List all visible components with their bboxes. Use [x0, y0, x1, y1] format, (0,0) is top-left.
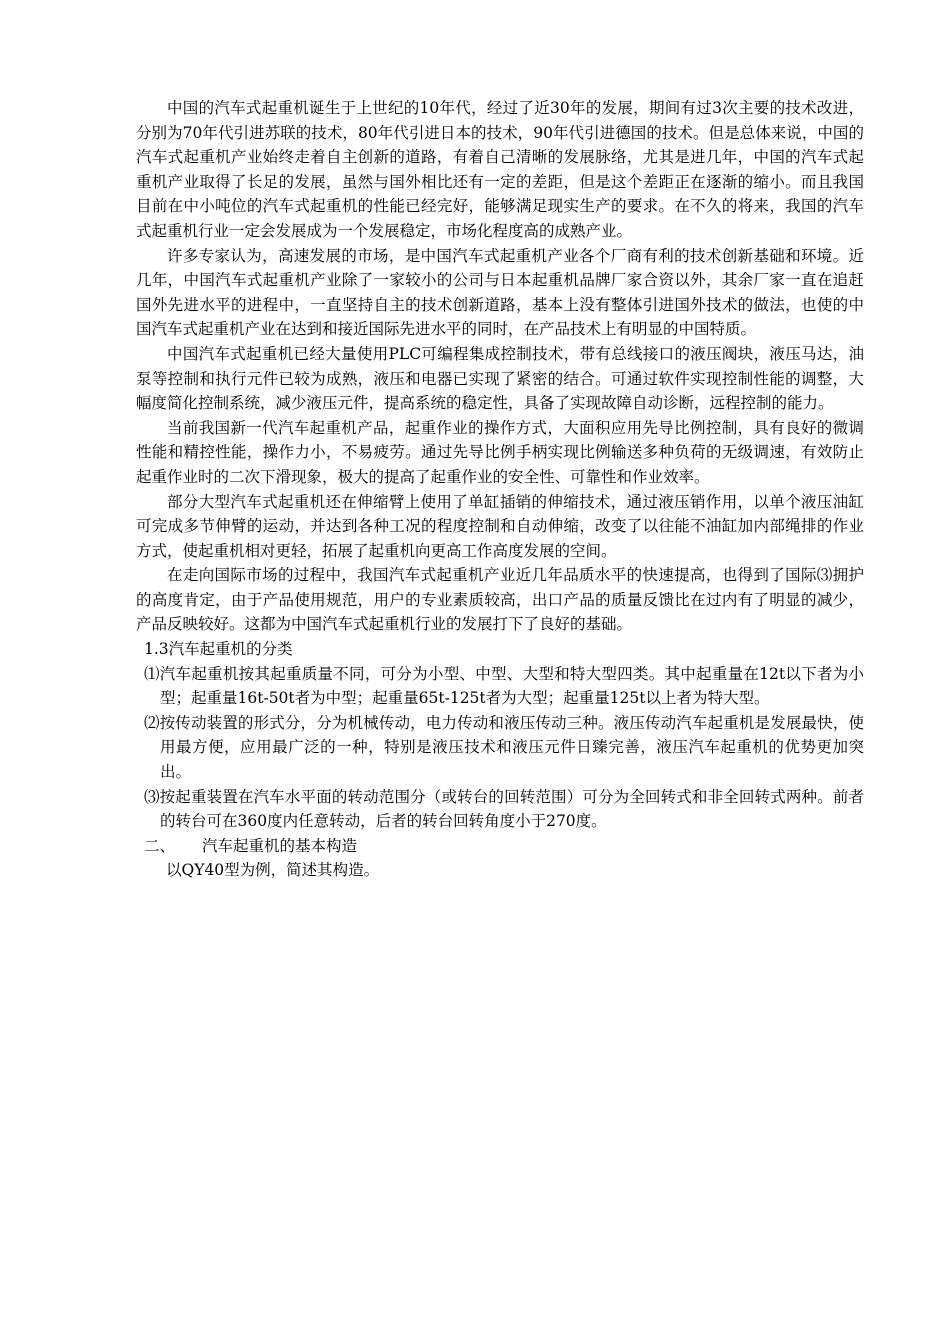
paragraph-international-market: 在走向国际市场的过程中，我国汽车式起重机产业近几年品质水平的快速提高，也得到了国际⑶拥护的高度肯定，由于产品使用规范，用户的专业素质较高，出口产品的质量反馈比在过内有了明显的减少，产品反映较好。这都为中国汽车式起重机行业的发展打下了良好的基础。: [136, 566, 864, 634]
paragraph-plc-technology: 中国汽车式起重机已经大量使用PLC可编程集成控制技术，带有总线接口的液压阀块，液压马达，油泵等控制和执行元件已较为成熟，液压和电器已实现了紧密的结合。可通过软件实现控制性能的调整，大幅度简化控制系统，减少液压元件，提高系统的稳定性，具备了实现故障自动诊断，远程控制的能力。: [136, 344, 864, 413]
classification-item-2: ⑵按传动装置的形式分，分为机械传动，电力传动和液压传动三种。液压传动汽车起重机是发展最快，使用最方便，应用最广泛的一种，特别是液压技术和液压元件日臻完善，液压汽车起重机的优势更加突出。: [144, 713, 864, 782]
section-2-intro: 以QY40型为例，简述其构造。: [166, 861, 380, 880]
section-2-title: 汽车起重机的基本构造: [202, 836, 358, 855]
paragraph-expert-opinion: 许多专家认为，高速发展的市场，是中国汽车式起重机产业各个厂商有利的技术创新基础和环境。近几年，中国汽车式起重机产业除了一家较小的公司与日本起重机品牌厂家合资以外，其余厂家一直在追赶国外先进水平的进程中，一直坚持自主的技术创新道路，基本上没有整体引进国外技术的做法，也使的中国汽车式起重机产业在达到和接近国际先进水平的同时，在产品技术上有明显的中国特质。: [136, 246, 864, 339]
classification-item-1: ⑴汽车起重机按其起重质量不同，可分为小型、中型、大型和特大型四类。其中起重量在12t以下者为小型；起重量16t-50t者为中型；起重量65t-125t者为大型；起重量125t以上者为特大型。: [144, 664, 864, 708]
document-page: [136, 96, 864, 883]
paragraph-history: 中国的汽车式起重机诞生于上世纪的10年代，经过了近30年的发展，期间有过3次主要的技术改进，分别为70年代引进苏联的技术，80年代引进日本的技术，90年代引进德国的技术。但是总体来说，中国的汽车式起重机产业始终走着自主创新的道路，有着自己清晰的发展脉络，尤其是进几年，中国的汽车式起重机产业取得了长足的发展，虽然与国外相比还有一定的差距，但是这个差距正在逐渐的缩小。而且我国目前在中小吨位的汽车式起重机的性能已经完好，能够满足现实生产的要求。在不久的将来，我国的汽车式起重机行业一定会发展成为一个发展稳定，市场化程度高的成熟产业。: [136, 99, 864, 240]
paragraph-pilot-control: 当前我国新一代汽车起重机产品，起重作业的操作方式，大面积应用先导比例控制，具有良好的微调性能和精控性能，操作力小，不易疲劳。通过先导比例手柄实现比例输送多种负荷的无级调速，有效防止起重作业时的二次下滑现象，极大的提高了起重作业的安全性、可靠性和作业效率。: [136, 418, 864, 486]
section-2-number: 二、: [144, 836, 176, 855]
classification-item-3: ⑶按起重装置在汽车水平面的转动范围分（或转台的回转范围）可分为全回转式和非全回转式两种。前者的转台可在360度内任意转动，后者的转台回转角度小于270度。: [144, 787, 864, 831]
paragraph-telescopic-boom: 部分大型汽车式起重机还在伸缩臂上使用了单缸插销的伸缩技术，通过液压销作用，以单个液压油缸可完成多节伸臂的运动，并达到各种工况的程度控制和自动伸缩，改变了以往能不油缸加内部绳排的作业方式，使起重机相对更轻，拓展了起重机向更高工作高度发展的空间。: [136, 492, 864, 560]
section-1-3-heading: 1.3汽车起重机的分类: [144, 640, 293, 659]
section-2-heading: [136, 834, 864, 859]
